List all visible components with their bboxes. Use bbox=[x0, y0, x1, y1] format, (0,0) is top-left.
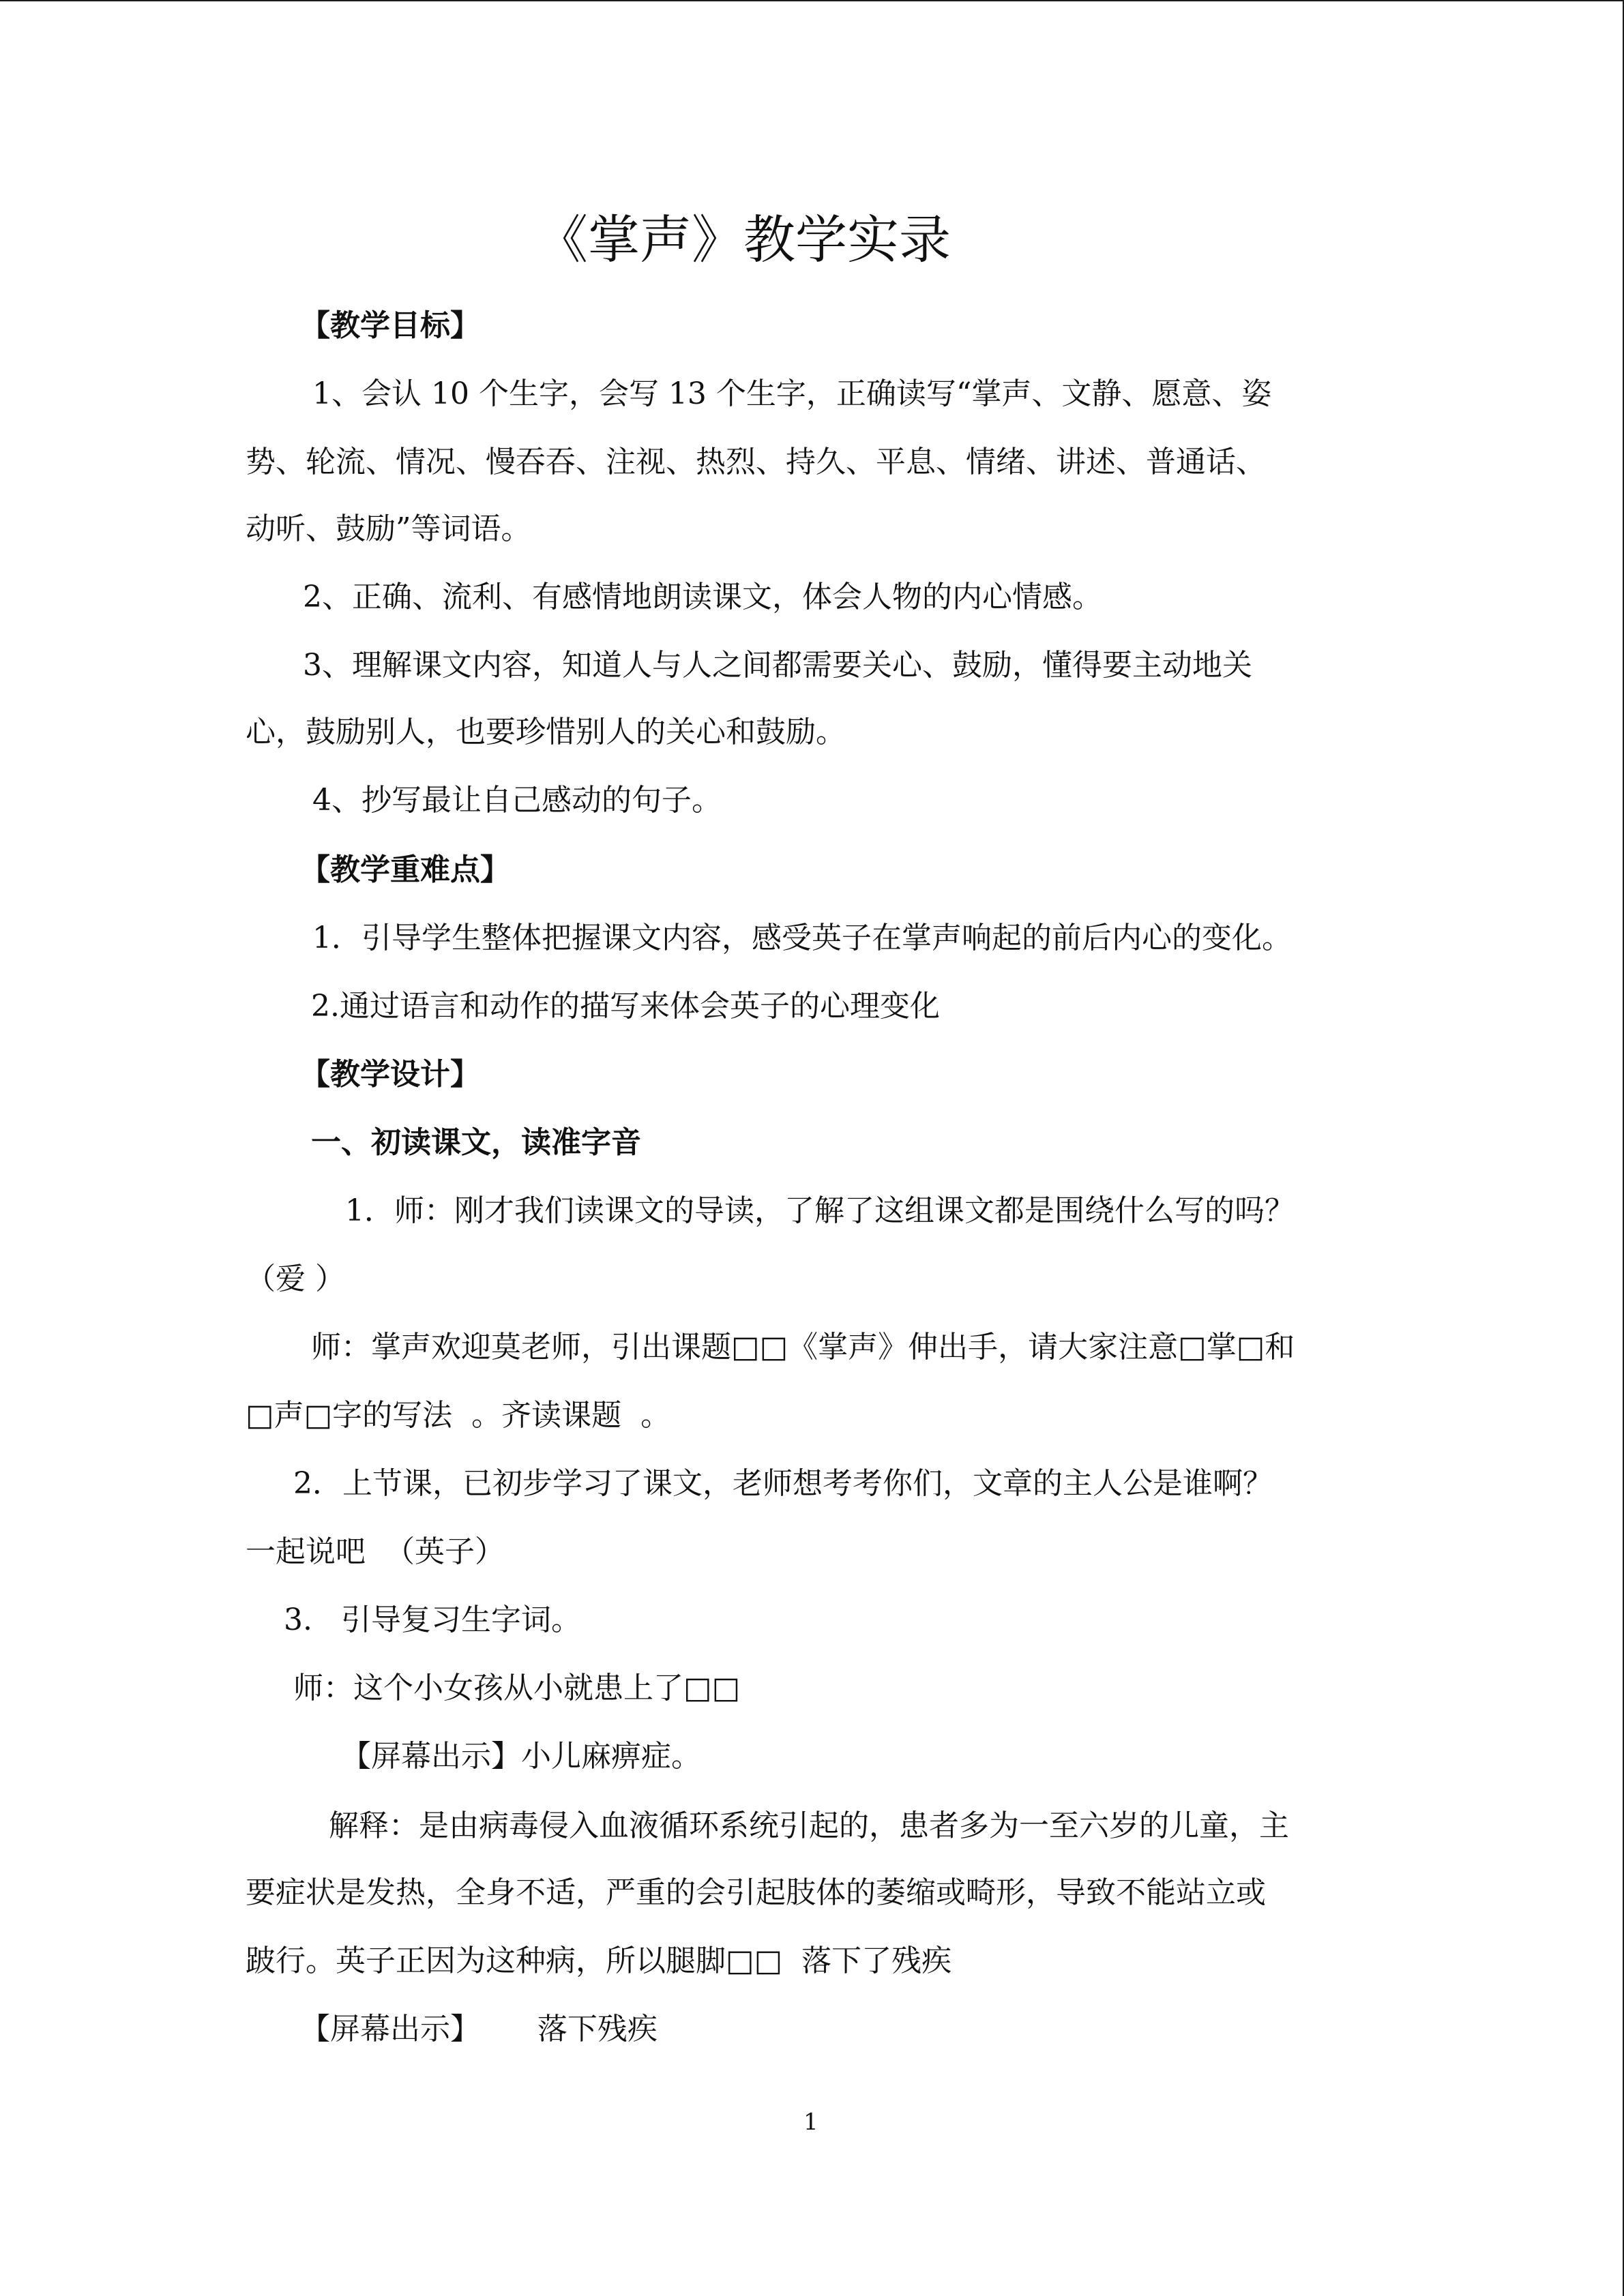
paragraph-line: 4、抄写最让自己感动的句子。 bbox=[312, 783, 722, 818]
paragraph-line: 心，鼓励别人，也要珍惜别人的关心和鼓励。 bbox=[246, 715, 846, 749]
section-heading-key-points: 【教学重难点】 bbox=[300, 852, 510, 887]
paragraph-line: 动听、鼓励”等词语。 bbox=[246, 511, 531, 546]
paragraph-line: 师：掌声欢迎莫老师，引出课题□□《掌声》伸出手，请大家注意□掌□和 bbox=[311, 1330, 1295, 1365]
paragraph-line: 解释：是由病毒侵入血液循环系统引起的，患者多为一至六岁的儿童，主 bbox=[329, 1808, 1289, 1843]
paragraph-line: 2．上节课，已初步学习了课文，老师想考考你们，文章的主人公是谁啊？ bbox=[293, 1466, 1273, 1501]
paragraph-line: 1．引导学生整体把握课文内容，感受英子在掌声响起的前后内心的变化。 bbox=[312, 921, 1292, 955]
paragraph-line: 要症状是发热，全身不适，严重的会引起肢体的萎缩或畸形，导致不能站立或 bbox=[246, 1875, 1266, 1910]
paragraph-line: 3. 引导复习生字词。 bbox=[284, 1602, 581, 1637]
paragraph-line: 师：这个小女孩从小就患上了□□ bbox=[293, 1671, 741, 1705]
page-title: 《掌声》教学实录 bbox=[536, 209, 951, 270]
page-number: 1 bbox=[803, 2108, 818, 2136]
paragraph-line: 【屏幕出示】 落下残疾 bbox=[300, 2012, 658, 2046]
subsection-heading: 一、初读课文，读准字音 bbox=[311, 1125, 641, 1160]
paragraph-line: 3、理解课文内容，知道人与人之间都需要关心、鼓励，懂得要主动地关 bbox=[303, 648, 1252, 683]
paragraph-line: □声□字的写法 。齐读课题 。 bbox=[246, 1398, 671, 1433]
section-heading-design: 【教学设计】 bbox=[300, 1057, 480, 1092]
paragraph-line: 势、轮流、情况、慢吞吞、注视、热烈、持久、平息、情绪、讲述、普通话、 bbox=[246, 445, 1266, 479]
paragraph-line: 【屏幕出示】小儿麻痹症。 bbox=[341, 1739, 701, 1774]
paragraph-line: 跛行。英子正因为这种病，所以腿脚□□ 落下了残疾 bbox=[246, 1943, 952, 1978]
paragraph-line: 2、正确、流利、有感情地朗读课文，体会人物的内心情感。 bbox=[303, 580, 1102, 614]
paragraph-line: 2.通过语言和动作的描写来体会英子的心理变化 bbox=[311, 989, 940, 1024]
section-heading-objectives: 【教学目标】 bbox=[300, 308, 480, 343]
paragraph-line: （爱 ） bbox=[246, 1262, 345, 1296]
paragraph-line: 一起说吧 （英子） bbox=[246, 1534, 505, 1569]
paragraph-line: 1．师：刚才我们读课文的导读，了解了这组课文都是围绕什么写的吗？ bbox=[345, 1193, 1295, 1228]
paragraph-line: 1、会认 10 个生字，会写 13 个生字，正确读写“掌声、文静、愿意、姿 bbox=[312, 376, 1272, 411]
